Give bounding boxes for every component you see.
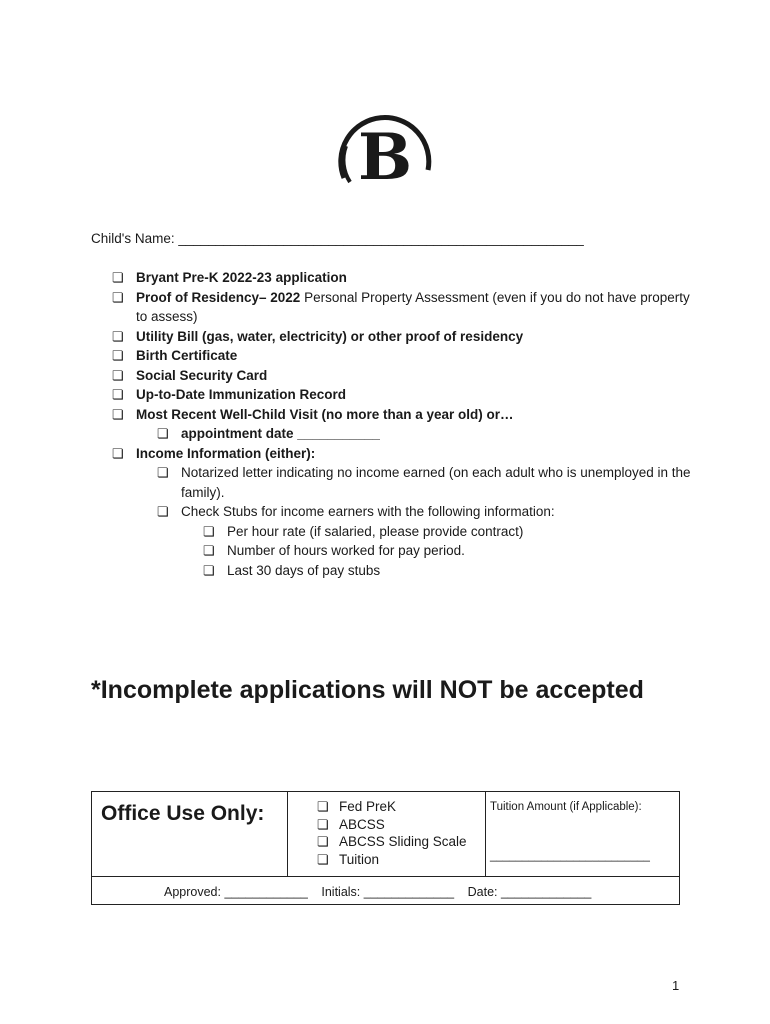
checkbox-icon[interactable]: ❏ [112, 367, 124, 383]
checkbox-icon[interactable]: ❏ [112, 328, 124, 344]
funding-option [317, 798, 467, 816]
checkbox-icon[interactable]: ❏ [317, 834, 329, 849]
signature-row [164, 885, 601, 899]
checklist-item [203, 541, 692, 561]
checklist-item [112, 346, 692, 366]
checklist-item [112, 268, 692, 288]
funding-option [317, 816, 467, 834]
checkbox-icon[interactable]: ❏ [203, 543, 215, 558]
checkbox-icon[interactable]: ❏ [317, 851, 329, 867]
checklist-item-text: Check Stubs for income earners with the following information: [181, 504, 555, 519]
checklist-item [112, 327, 692, 347]
incomplete-notice: *Incomplete applications will NOT be accepted [91, 676, 644, 704]
tuition-cell [486, 792, 679, 876]
office-title-cell [92, 792, 288, 876]
checkbox-icon[interactable]: ❏ [112, 270, 124, 285]
checklist-item-bold-text: Most Recent Well-Child Visit (no more than a year old) or… [136, 406, 514, 422]
office-options-cell [288, 792, 486, 876]
initials-field[interactable]: Initials: _____________ [321, 885, 455, 899]
funding-option-label: Tuition [339, 851, 380, 867]
table-divider [92, 876, 679, 877]
checkbox-icon[interactable]: ❏ [317, 816, 329, 832]
checklist-item-bold-text: Birth Certificate [136, 348, 238, 363]
checklist-item [112, 444, 692, 464]
tuition-label: Tuition Amount (if Applicable): [490, 801, 642, 813]
funding-options-list [317, 798, 467, 868]
checklist-item-text: Number of hours worked for pay period. [227, 543, 465, 558]
funding-option-label: Fed PreK [339, 799, 397, 814]
checklist-item-bold-text: Income Information (either): [136, 445, 316, 461]
funding-option [317, 833, 467, 851]
checklist-item-bold-text: Proof of Residency– 2022 [136, 289, 301, 305]
approved-field[interactable]: Approved: ____________ [164, 885, 308, 899]
childs-name-field[interactable]: Child's Name: ______________________________________________________ [91, 231, 584, 246]
checkbox-icon[interactable]: ❏ [157, 465, 169, 480]
checkbox-icon[interactable]: ❏ [157, 504, 169, 519]
checklist-item-bold-text: Up-to-Date Immunization Record [136, 387, 347, 402]
checkbox-icon[interactable]: ❏ [203, 562, 215, 578]
checklist-item-bold-text: appointment date ___________ [181, 426, 380, 441]
checklist-item-text: Per hour rate (if salaried, please provide contract) [227, 523, 524, 539]
checkbox-icon[interactable]: ❏ [203, 523, 215, 539]
checkbox-icon[interactable]: ❏ [112, 289, 124, 305]
checklist-item [112, 385, 692, 405]
checkbox-icon[interactable]: ❏ [112, 348, 124, 363]
date-field[interactable]: Date: _____________ [467, 885, 592, 899]
checklist-item-text: Notarized letter indicating no income earned (on each adult who is unemployed in the family). [181, 465, 691, 500]
funding-option-label: ABCSS [339, 816, 385, 832]
checkbox-icon[interactable]: ❏ [112, 387, 124, 402]
checklist-item [112, 366, 692, 386]
bryant-b-logo [336, 106, 434, 196]
checklist-item [112, 288, 692, 327]
funding-option [317, 851, 467, 869]
checklist-item [157, 502, 692, 522]
checklist-item [203, 522, 692, 542]
office-title: Office Use Only: [101, 802, 265, 825]
checklist-item [203, 561, 692, 581]
logo-letter: B [357, 120, 413, 195]
checklist-item-bold-text: Bryant Pre-K 2022-23 application [136, 270, 347, 285]
checklist-item-text: Personal Property Assessment (even if you do not have property to assess) [136, 289, 690, 324]
funding-option-label: ABCSS Sliding Scale [339, 834, 467, 849]
checklist-item [112, 405, 692, 425]
checkbox-icon[interactable]: ❏ [317, 799, 329, 814]
office-use-table [91, 791, 680, 905]
checkbox-icon[interactable]: ❏ [112, 445, 124, 461]
checkbox-icon[interactable]: ❏ [157, 426, 169, 441]
checklist-item-bold-text: Social Security Card [136, 367, 268, 383]
requirements-checklist [112, 268, 692, 580]
checklist-item-bold-text: Utility Bill (gas, water, electricity) or other proof of residency [136, 328, 524, 344]
tuition-amount-field[interactable]: _________________________ [490, 850, 650, 862]
checkbox-icon[interactable]: ❏ [112, 406, 124, 422]
checklist-item [157, 424, 692, 444]
checklist-item-text: Last 30 days of pay stubs [227, 562, 381, 578]
page-number: 1 [672, 978, 680, 993]
checklist-item [157, 463, 692, 502]
